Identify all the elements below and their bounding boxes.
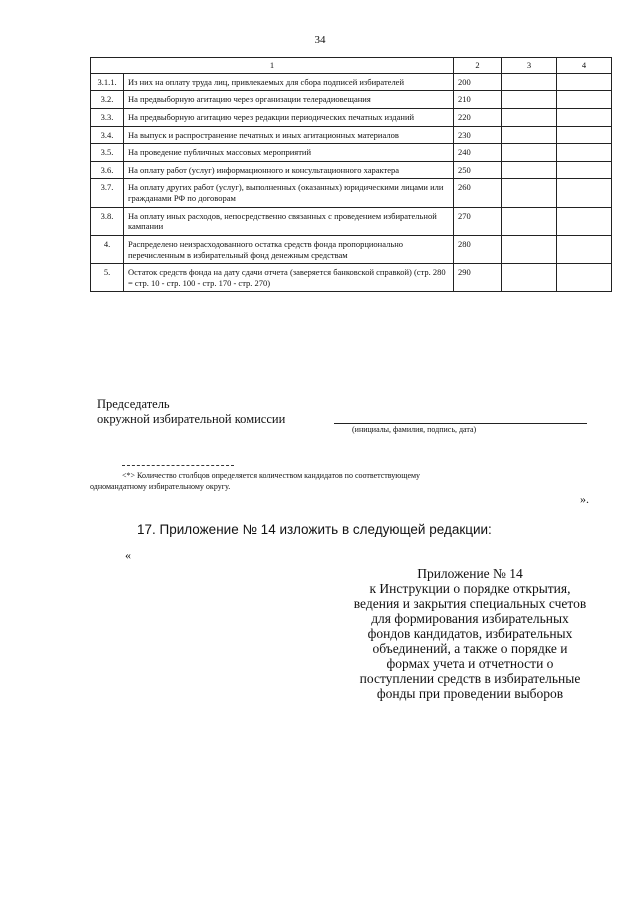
row-code-cell: 280 <box>454 235 502 263</box>
row-code-cell: 290 <box>454 264 502 292</box>
row-value-col4-cell <box>557 207 612 235</box>
appendix-line: поступлении средств в избирательные <box>359 671 581 686</box>
row-description-cell: На предвыборную агитацию через редакции периодических печатных изданий <box>124 108 454 126</box>
row-description-cell: На оплату работ (услуг) информационного и консультационного характера <box>124 161 454 179</box>
appendix-line: фондов кандидатов, избирательных <box>367 626 573 641</box>
commission-name: окружной избирательной комиссии <box>97 412 286 426</box>
row-number-cell: 3.7. <box>91 179 124 207</box>
row-description-cell: Остаток средств фонда на дату сдачи отчета (заверяется банковской справкой) (стр. 280 = стр. 10 - стр. 100 - стр. 170 - стр. 270) <box>124 264 454 292</box>
row-value-col4-cell <box>557 235 612 263</box>
row-value-col3-cell <box>502 264 557 292</box>
row-value-col4-cell <box>557 161 612 179</box>
closing-quote: ». <box>580 492 589 506</box>
header-col-2: 2 <box>454 58 502 74</box>
row-value-col4-cell <box>557 179 612 207</box>
row-description-cell: На проведение публичных массовых мероприятий <box>124 144 454 162</box>
row-value-col4-cell <box>557 264 612 292</box>
signature-block <box>97 397 285 427</box>
appendix-title-block <box>320 566 620 701</box>
row-number-cell: 3.8. <box>91 207 124 235</box>
chairman-title: Председатель <box>97 397 170 411</box>
row-value-col3-cell <box>502 144 557 162</box>
row-value-col3-cell <box>502 179 557 207</box>
row-code-cell: 230 <box>454 126 502 144</box>
row-number-cell: 3.3. <box>91 108 124 126</box>
footnote-text: <*> Количество столбцов определяется количеством кандидатов по соответствующему одномандатному избирательному округу. <box>90 471 421 491</box>
row-value-col4-cell <box>557 73 612 91</box>
opening-quote: « <box>125 548 131 562</box>
appendix-line: к Инструкции о порядке открытия, <box>369 581 571 596</box>
table-row <box>91 126 612 144</box>
signature-caption: (инициалы, фамилия, подпись, дата) <box>352 425 477 434</box>
row-number-cell: 3.1.1. <box>91 73 124 91</box>
header-col-4: 4 <box>557 58 612 74</box>
appendix-line: ведения и закрытия специальных счетов <box>353 596 587 611</box>
row-value-col4-cell <box>557 91 612 109</box>
header-col-1: 1 <box>91 58 454 74</box>
header-col-3: 3 <box>502 58 557 74</box>
amendment-heading: 17. Приложение № 14 изложить в следующей редакции: <box>137 522 492 537</box>
row-number-cell: 3.4. <box>91 126 124 144</box>
row-value-col4-cell <box>557 126 612 144</box>
appendix-line: фонды при проведении выборов <box>376 686 564 701</box>
row-value-col3-cell <box>502 235 557 263</box>
financial-report-table <box>90 57 612 292</box>
table-row <box>91 73 612 91</box>
row-number-cell: 3.6. <box>91 161 124 179</box>
row-value-col3-cell <box>502 108 557 126</box>
row-value-col3-cell <box>502 161 557 179</box>
row-value-col3-cell <box>502 73 557 91</box>
row-description-cell: Из них на оплату труда лиц, привлекаемых для сбора подписей избирателей <box>124 73 454 91</box>
row-description-cell: На выпуск и распространение печатных и иных агитационных материалов <box>124 126 454 144</box>
row-code-cell: 270 <box>454 207 502 235</box>
row-code-cell: 260 <box>454 179 502 207</box>
row-value-col3-cell <box>502 207 557 235</box>
table-body <box>91 73 612 292</box>
row-number-cell: 4. <box>91 235 124 263</box>
row-description-cell: На предвыборную агитацию через организации телерадиовещания <box>124 91 454 109</box>
row-number-cell: 5. <box>91 264 124 292</box>
row-number-cell: 3.2. <box>91 91 124 109</box>
table-header-row <box>91 58 612 74</box>
row-code-cell: 250 <box>454 161 502 179</box>
appendix-line: Приложение № 14 <box>417 566 523 581</box>
appendix-line: формах учета и отчетности о <box>386 656 554 671</box>
row-description-cell: Распределено неизрасходованного остатка средств фонда пропорционально перечисленным в избирательный фонд денежным средствам <box>124 235 454 263</box>
table-row <box>91 108 612 126</box>
table-row <box>91 235 612 263</box>
table-row <box>91 179 612 207</box>
row-code-cell: 220 <box>454 108 502 126</box>
page-number: 34 <box>314 34 326 46</box>
row-value-col3-cell <box>502 91 557 109</box>
row-description-cell: На оплату других работ (услуг), выполненных (оказанных) юридическими лицами или гражданами РФ по договорам <box>124 179 454 207</box>
table-row <box>91 91 612 109</box>
table-row <box>91 264 612 292</box>
row-code-cell: 200 <box>454 73 502 91</box>
table-row <box>91 161 612 179</box>
row-code-cell: 210 <box>454 91 502 109</box>
table-row <box>91 207 612 235</box>
appendix-line: для формирования избирательных <box>371 611 569 626</box>
row-value-col3-cell <box>502 126 557 144</box>
appendix-line: объединений, а также о порядке и <box>372 641 568 656</box>
signature-line <box>334 423 587 424</box>
row-value-col4-cell <box>557 144 612 162</box>
row-description-cell: На оплату иных расходов, непосредственно связанных с проведением избирательной кампании <box>124 207 454 235</box>
row-number-cell: 3.5. <box>91 144 124 162</box>
row-code-cell: 240 <box>454 144 502 162</box>
row-value-col4-cell <box>557 108 612 126</box>
table-row <box>91 144 612 162</box>
footnote-separator <box>122 465 234 466</box>
